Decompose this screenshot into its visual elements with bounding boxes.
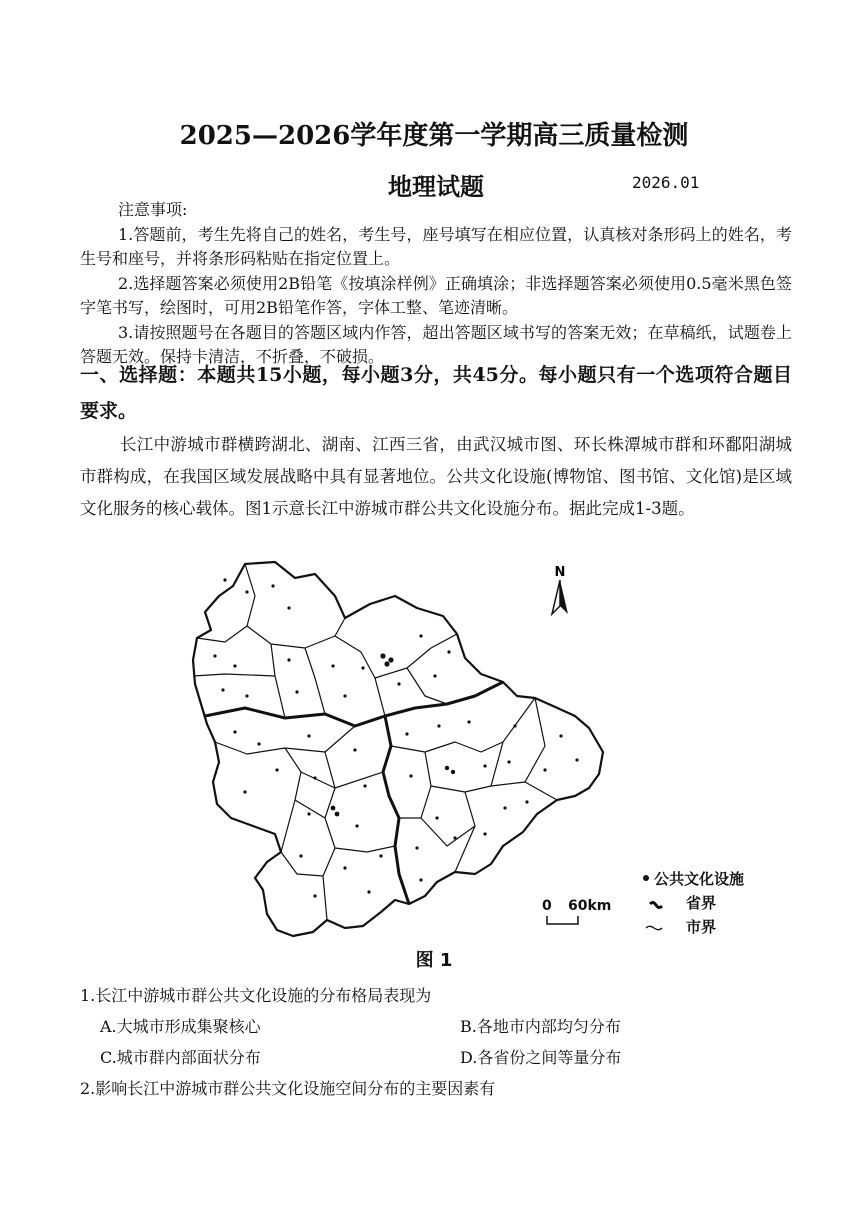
question-1-option-a: A.大城市形成集聚核心 (100, 1017, 261, 1036)
question-1-option-d: D.各省份之间等量分布 (460, 1048, 622, 1067)
note-item-1: 1.答题前，考生先将自己的姓名，考生号，座号填写在相应位置，认真核对条形码上的姓名，考生号和座号，并将条形码粘贴在指定位置上。 (80, 224, 792, 268)
legend-facility: 公共文化设施 (654, 870, 745, 888)
scale-bar (540, 896, 620, 930)
north-label: N (554, 565, 566, 580)
passage-text: 长江中游城市群横跨湖北、湖南、江西三省，由武汉城市图、环长株潭城市群和环鄱阳湖城市群构成，在我国区域发展战略中具有显著地位。公共文化设施(博物馆、图书馆、文化馆)是区域文化服务的核心载体。图1示意长江中游城市群公共文化设施分布。据此完成1-3题。 (80, 435, 792, 518)
province-boundary-1 (205, 682, 503, 726)
north-arrow (540, 562, 580, 622)
province-line-icon (650, 902, 662, 907)
legend-city: 市界 (686, 918, 717, 936)
scale-length: 60km (568, 898, 612, 914)
notes-heading: 注意事项: (118, 200, 188, 219)
note-item-3: 3.请按照题号在各题目的答题区域内作答，超出答题区域书写的答案无效；在草稿纸，试题卷上答题无效。保持卡清洁，不折叠，不破损。 (80, 322, 792, 366)
question-1-option-c: C.城市群内部面状分布 (100, 1048, 261, 1067)
scale-zero: 0 (542, 898, 552, 914)
question-2-stem: 2.影响长江中游城市群公共文化设施空间分布的主要因素有 (80, 1079, 496, 1098)
notes-block (80, 198, 792, 370)
map-legend (638, 866, 778, 946)
exam-subject: 地理试题 (388, 172, 484, 201)
legend-province: 省界 (686, 894, 717, 912)
facility-dot-icon (643, 875, 649, 881)
section-heading: 一、选择题：本题共15小题，每小题3分，共45分。每小题只有一个选项符合题目要求。 (80, 364, 792, 422)
province-boundary-2 (383, 716, 409, 904)
exam-title: 2025—2026学年度第一学期高三质量检测 (179, 121, 689, 151)
question-1-stem: 1.长江中游城市群公共文化设施的分布格局表现为 (80, 986, 432, 1005)
figure-caption: 图 1 (415, 950, 453, 971)
exam-date: 2026.01 (632, 173, 700, 192)
city-line-icon (646, 926, 662, 929)
note-item-2: 2.选择题答案必须使用2B铅笔《按填涂样例》正确填涂；非选择题答案必须使用0.5毫米黑色签字笔书写，绘图时，可用2B铅笔作答，字体工整、笔迹清晰。 (80, 273, 792, 317)
question-1-option-b: B.各地市内部均匀分布 (460, 1017, 621, 1036)
